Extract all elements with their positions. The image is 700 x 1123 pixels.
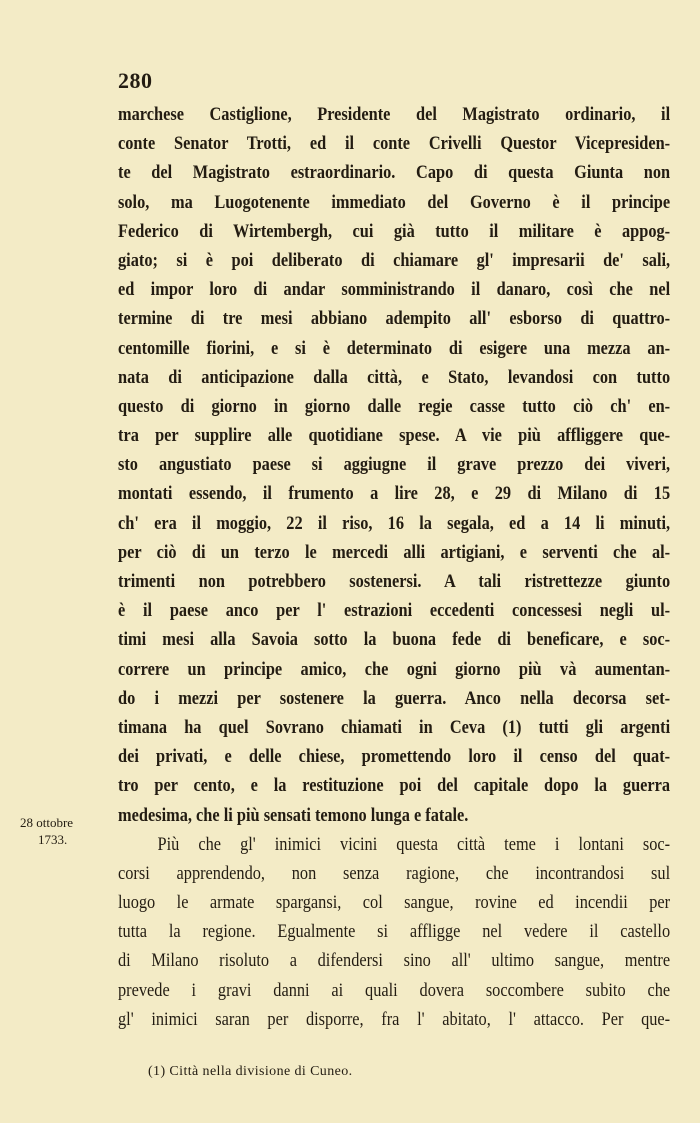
text-line: di Milano risoluto a difendersi sino all' ultimo sangue, mentre bbox=[118, 950, 671, 972]
text-line: solo, ma Luogotenente immediato del Governo è il principe bbox=[118, 191, 671, 213]
margin-date: 28 ottobre bbox=[20, 815, 74, 830]
text-line: termine di tre mesi abbiano adempito all' esborso di quattro- bbox=[118, 308, 671, 330]
text-line: luogo le armate spargansi, col sangue, rovine ed incendii per bbox=[118, 892, 671, 914]
text-line: sto angustiato paese si aggiugne il grave prezzo dei viveri, bbox=[118, 454, 671, 476]
text-line: questo di giorno in giorno dalle regie casse tutto ciò ch' en- bbox=[118, 395, 671, 417]
text-line: timi mesi alla Savoia sotto la buona fede di beneficare, e soc- bbox=[118, 629, 671, 651]
text-line: medesima, che li più sensati temono lunga e fatale. bbox=[118, 804, 469, 826]
text-line: marchese Castiglione, Presidente del Magistrato ordinario, il bbox=[118, 104, 671, 125]
margin-year: 1733. bbox=[38, 832, 68, 847]
text-line: centomille fiorini, e si è determinato di esigere una mezza an- bbox=[118, 337, 671, 359]
text-line: timana ha quel Sovrano chiamati in Ceva (1) tutti gli argenti bbox=[118, 716, 671, 738]
text-line: tutta la regione. Egualmente si affligge nel vedere il castello bbox=[118, 921, 671, 943]
text-line: do i mezzi per sostenere la guerra. Anco nella decorsa set- bbox=[118, 687, 671, 709]
text-line: conte Senator Trotti, ed il conte Crivelli Questor Vicepresiden- bbox=[118, 133, 671, 155]
text-line: tra per supplire alle quotidiane spese. A vie più affliggere que- bbox=[118, 425, 671, 447]
text-line: ed impor loro di andar somministrando il danaro, così che nel bbox=[118, 279, 671, 301]
text-line: corsi apprendendo, non senza ragione, che incontrandosi sul bbox=[118, 862, 671, 884]
text-line: gl' inimici saran per disporre, fra l' abitato, l' attacco. Per que- bbox=[118, 1008, 671, 1030]
text-line: ch' era il moggio, 22 il riso, 16 la segala, ed a 14 li minuti, bbox=[118, 512, 671, 534]
margin-date-note bbox=[20, 814, 112, 848]
paragraph-1 bbox=[118, 100, 670, 830]
text-line: dei privati, e delle chiese, promettendo loro il censo del quat- bbox=[118, 746, 671, 768]
text-line: correre un principe amico, che ogni giorno più và aumentan- bbox=[118, 658, 671, 680]
text-line: nata di anticipazione dalla città, e Stato, levandosi con tutto bbox=[118, 366, 671, 388]
text-line: trimenti non potrebbero sostenersi. A tali ristrettezze giunto bbox=[118, 571, 671, 592]
paragraph-2 bbox=[118, 830, 670, 1034]
text-line: Federico di Wirtembergh, cui già tutto il militare è appog- bbox=[118, 220, 671, 242]
text-line: montati essendo, il frumento a lire 28, e 29 di Milano di 15 bbox=[118, 483, 671, 505]
text-line: giato; si è poi deliberato di chiamare gl' impresarii de' sali, bbox=[118, 249, 671, 271]
text-line: Più che gl' inimici vicini questa città teme i lontani soc- bbox=[157, 833, 671, 855]
text-line: tro per cento, e la restituzione poi del capitale dopo la guerra bbox=[118, 775, 671, 797]
body-text bbox=[118, 100, 670, 1034]
text-line: è il paese anco per l' estrazioni eccedenti concessesi negli ul- bbox=[118, 600, 671, 622]
footnote: (1) Città nella divisione di Cuneo. bbox=[148, 1064, 353, 1079]
page-number: 280 bbox=[118, 68, 153, 93]
text-line: per ciò di un terzo le mercedi alli artigiani, e serventi che al- bbox=[118, 541, 671, 563]
text-line: te del Magistrato estraordinario. Capo di questa Giunta non bbox=[118, 162, 671, 184]
text-line: prevede i gravi danni ai quali dovera soccombere subito che bbox=[118, 979, 671, 1001]
